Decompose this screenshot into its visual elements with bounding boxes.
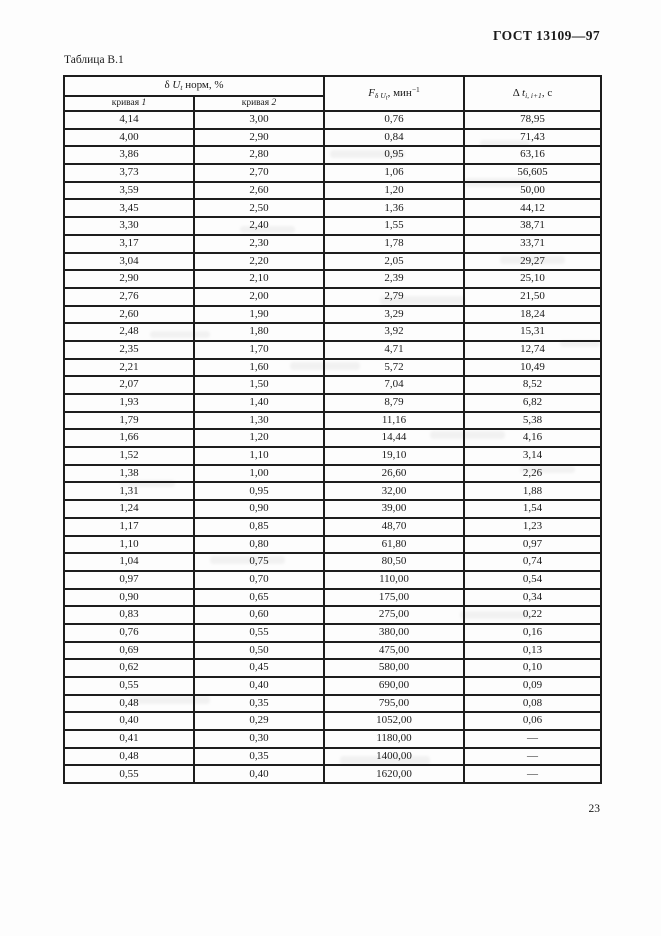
- table-cell: 15,31: [464, 323, 601, 341]
- table-cell: 4,71: [324, 341, 464, 359]
- table-cell: 0,85: [194, 518, 324, 536]
- table-cell: 1,30: [194, 412, 324, 430]
- table-cell: 2,35: [64, 341, 194, 359]
- table-cell: 0,48: [64, 695, 194, 713]
- table-cell: 1,50: [194, 376, 324, 394]
- col-header-interval: Δ $t_{i, i+1}$, с: [464, 76, 601, 111]
- table-cell: 4,14: [64, 111, 194, 129]
- table-cell: 1,70: [194, 341, 324, 359]
- table-cell: 1,80: [194, 323, 324, 341]
- table-cell: 1,04: [64, 553, 194, 571]
- table-cell: 1052,00: [324, 712, 464, 730]
- table-cell: 14,44: [324, 429, 464, 447]
- table-cell: 475,00: [324, 642, 464, 660]
- table-row: [64, 748, 601, 766]
- table-cell: 56,605: [464, 164, 601, 182]
- table-row: [64, 765, 601, 783]
- table-cell: 2,79: [324, 288, 464, 306]
- table-cell: 0,76: [324, 111, 464, 129]
- table-cell: 1180,00: [324, 730, 464, 748]
- table-cell: 0,29: [194, 712, 324, 730]
- table-cell: 0,54: [464, 571, 601, 589]
- table-cell: 1,17: [64, 518, 194, 536]
- table-row: [64, 146, 601, 164]
- table-row: [64, 182, 601, 200]
- table-row: [64, 164, 601, 182]
- col-header-curve2: кривая 2: [194, 96, 324, 111]
- table-cell: 71,43: [464, 129, 601, 147]
- table-cell: 32,00: [324, 482, 464, 500]
- table-cell: 2,76: [64, 288, 194, 306]
- table-cell: 0,75: [194, 553, 324, 571]
- table-row: [64, 589, 601, 607]
- table-cell: 0,55: [64, 677, 194, 695]
- table-cell: 0,50: [194, 642, 324, 660]
- table-cell: 0,08: [464, 695, 601, 713]
- table-cell: 7,04: [324, 376, 464, 394]
- table-cell: 18,24: [464, 306, 601, 324]
- table-cell: 0,40: [194, 677, 324, 695]
- col-header-frequency: $F_{\delta U_t}$, мин$^{-1}$: [324, 76, 464, 111]
- table-row: [64, 465, 601, 483]
- table-cell: 795,00: [324, 695, 464, 713]
- table-cell: 26,60: [324, 465, 464, 483]
- table-cell: 4,00: [64, 129, 194, 147]
- table-cell: 2,26: [464, 465, 601, 483]
- table-cell: 2,40: [194, 217, 324, 235]
- table-row: [64, 642, 601, 660]
- table-cell: 2,50: [194, 199, 324, 217]
- table-cell: 44,12: [464, 199, 601, 217]
- table-cell: 0,40: [194, 765, 324, 783]
- table-row: [64, 536, 601, 554]
- table-row: [64, 447, 601, 465]
- table-cell: 0,80: [194, 536, 324, 554]
- table-cell: 1,00: [194, 465, 324, 483]
- table-cell: 2,60: [194, 182, 324, 200]
- table-cell: 0,65: [194, 589, 324, 607]
- table-cell: 8,79: [324, 394, 464, 412]
- table-cell: 1,06: [324, 164, 464, 182]
- table-cell: 0,90: [194, 500, 324, 518]
- table-cell: 3,00: [194, 111, 324, 129]
- table-cell: 1,20: [194, 429, 324, 447]
- table-cell: 1620,00: [324, 765, 464, 783]
- table-header: [64, 76, 601, 111]
- table-cell: 0,40: [64, 712, 194, 730]
- table-cell: 690,00: [324, 677, 464, 695]
- table-cell: 0,97: [64, 571, 194, 589]
- table-cell: 0,95: [324, 146, 464, 164]
- table-cell: 2,70: [194, 164, 324, 182]
- table-cell: 2,00: [194, 288, 324, 306]
- table-cell: 0,74: [464, 553, 601, 571]
- table-cell: 0,06: [464, 712, 601, 730]
- table-cell: 61,80: [324, 536, 464, 554]
- table-cell: 6,82: [464, 394, 601, 412]
- table-cell: 1,38: [64, 465, 194, 483]
- table-row: [64, 695, 601, 713]
- table-row: [64, 624, 601, 642]
- standard-number: ГОСТ 13109—97: [493, 28, 600, 43]
- table-cell: 1,10: [194, 447, 324, 465]
- table-cell: 5,72: [324, 359, 464, 377]
- table-cell: 0,09: [464, 677, 601, 695]
- table-cell: 110,00: [324, 571, 464, 589]
- table-cell: 1,23: [464, 518, 601, 536]
- table-cell: 0,69: [64, 642, 194, 660]
- table-row: [64, 482, 601, 500]
- table-cell: 1,93: [64, 394, 194, 412]
- table-cell: 3,30: [64, 217, 194, 235]
- table-cell: 0,45: [194, 659, 324, 677]
- table-cell: 10,49: [464, 359, 601, 377]
- table-cell: 3,59: [64, 182, 194, 200]
- table-cell: 580,00: [324, 659, 464, 677]
- table-cell: 2,30: [194, 235, 324, 253]
- table-row: [64, 341, 601, 359]
- table-cell: 1,36: [324, 199, 464, 217]
- table-cell: 1,78: [324, 235, 464, 253]
- table-row: [64, 217, 601, 235]
- table-cell: 0,35: [194, 748, 324, 766]
- table-row: [64, 730, 601, 748]
- table-cell: 21,50: [464, 288, 601, 306]
- table-cell: 1400,00: [324, 748, 464, 766]
- table-cell: —: [464, 748, 601, 766]
- table-row: [64, 376, 601, 394]
- table-cell: 0,60: [194, 606, 324, 624]
- table-cell: 0,16: [464, 624, 601, 642]
- table-cell: 0,34: [464, 589, 601, 607]
- table-cell: 0,70: [194, 571, 324, 589]
- table-row: [64, 306, 601, 324]
- table-cell: 0,22: [464, 606, 601, 624]
- table-cell: 78,95: [464, 111, 601, 129]
- table-row: [64, 235, 601, 253]
- table-cell: 33,71: [464, 235, 601, 253]
- table-row: [64, 571, 601, 589]
- table-cell: 5,38: [464, 412, 601, 430]
- table-row: [64, 677, 601, 695]
- data-table: [63, 75, 602, 784]
- table-row: [64, 199, 601, 217]
- table-cell: 3,04: [64, 253, 194, 271]
- table-cell: 1,31: [64, 482, 194, 500]
- table-cell: 29,27: [464, 253, 601, 271]
- table-cell: 1,66: [64, 429, 194, 447]
- table-cell: 0,55: [64, 765, 194, 783]
- table-row: [64, 659, 601, 677]
- table-cell: 0,83: [64, 606, 194, 624]
- table-row: [64, 712, 601, 730]
- table-cell: 0,30: [194, 730, 324, 748]
- table-cell: 4,16: [464, 429, 601, 447]
- table-row: [64, 412, 601, 430]
- table-cell: 2,48: [64, 323, 194, 341]
- table-cell: 2,21: [64, 359, 194, 377]
- table-cell: 3,17: [64, 235, 194, 253]
- table-cell: 11,16: [324, 412, 464, 430]
- table-cell: 380,00: [324, 624, 464, 642]
- table-row: [64, 429, 601, 447]
- table-cell: 2,90: [64, 270, 194, 288]
- table-cell: 80,50: [324, 553, 464, 571]
- table-cell: 3,86: [64, 146, 194, 164]
- table-row: [64, 288, 601, 306]
- table-cell: —: [464, 765, 601, 783]
- table-cell: 0,10: [464, 659, 601, 677]
- table-row: [64, 129, 601, 147]
- table-cell: 39,00: [324, 500, 464, 518]
- table-cell: 1,60: [194, 359, 324, 377]
- table-row: [64, 253, 601, 271]
- table-cell: 0,35: [194, 695, 324, 713]
- table-row: [64, 606, 601, 624]
- table-row: [64, 111, 601, 129]
- table-row: [64, 518, 601, 536]
- table-cell: 0,41: [64, 730, 194, 748]
- table-cell: 1,24: [64, 500, 194, 518]
- table-cell: 0,97: [464, 536, 601, 554]
- table-cell: 0,48: [64, 748, 194, 766]
- table-cell: 0,90: [64, 589, 194, 607]
- table-cell: 2,39: [324, 270, 464, 288]
- table-cell: 2,60: [64, 306, 194, 324]
- table-cell: 175,00: [324, 589, 464, 607]
- table-row: [64, 359, 601, 377]
- table-cell: 1,20: [324, 182, 464, 200]
- table-cell: 1,90: [194, 306, 324, 324]
- table-cell: 0,13: [464, 642, 601, 660]
- table-cell: 2,07: [64, 376, 194, 394]
- table-cell: 0,62: [64, 659, 194, 677]
- table-cell: 48,70: [324, 518, 464, 536]
- table-row: [64, 323, 601, 341]
- table-caption: Таблица В.1: [64, 54, 124, 66]
- page-number: 23: [588, 803, 600, 815]
- table-cell: —: [464, 730, 601, 748]
- table-cell: 1,88: [464, 482, 601, 500]
- table-cell: 3,92: [324, 323, 464, 341]
- col-header-voltage-norm: δ $U_t$ норм, %: [64, 76, 324, 96]
- table-cell: 1,79: [64, 412, 194, 430]
- table-cell: 12,74: [464, 341, 601, 359]
- table-cell: 1,54: [464, 500, 601, 518]
- table-cell: 2,20: [194, 253, 324, 271]
- table-cell: 1,55: [324, 217, 464, 235]
- table-cell: 2,90: [194, 129, 324, 147]
- table-cell: 1,10: [64, 536, 194, 554]
- table-cell: 8,52: [464, 376, 601, 394]
- table-cell: 0,55: [194, 624, 324, 642]
- table-cell: 3,73: [64, 164, 194, 182]
- table-cell: 2,10: [194, 270, 324, 288]
- table-cell: 25,10: [464, 270, 601, 288]
- table-cell: 1,52: [64, 447, 194, 465]
- table-cell: 50,00: [464, 182, 601, 200]
- table-cell: 63,16: [464, 146, 601, 164]
- col-header-curve1: кривая 1: [64, 96, 194, 111]
- table-body: [64, 111, 601, 783]
- table-cell: 3,14: [464, 447, 601, 465]
- table-cell: 2,80: [194, 146, 324, 164]
- table-cell: 3,45: [64, 199, 194, 217]
- table-cell: 2,05: [324, 253, 464, 271]
- table-cell: 3,29: [324, 306, 464, 324]
- table-cell: 19,10: [324, 447, 464, 465]
- table-cell: 0,95: [194, 482, 324, 500]
- table-row: [64, 394, 601, 412]
- table-row: [64, 553, 601, 571]
- table-cell: 1,40: [194, 394, 324, 412]
- table-row: [64, 270, 601, 288]
- table-cell: 38,71: [464, 217, 601, 235]
- table-row: [64, 500, 601, 518]
- table-cell: 275,00: [324, 606, 464, 624]
- table-cell: 0,76: [64, 624, 194, 642]
- table-cell: 0,84: [324, 129, 464, 147]
